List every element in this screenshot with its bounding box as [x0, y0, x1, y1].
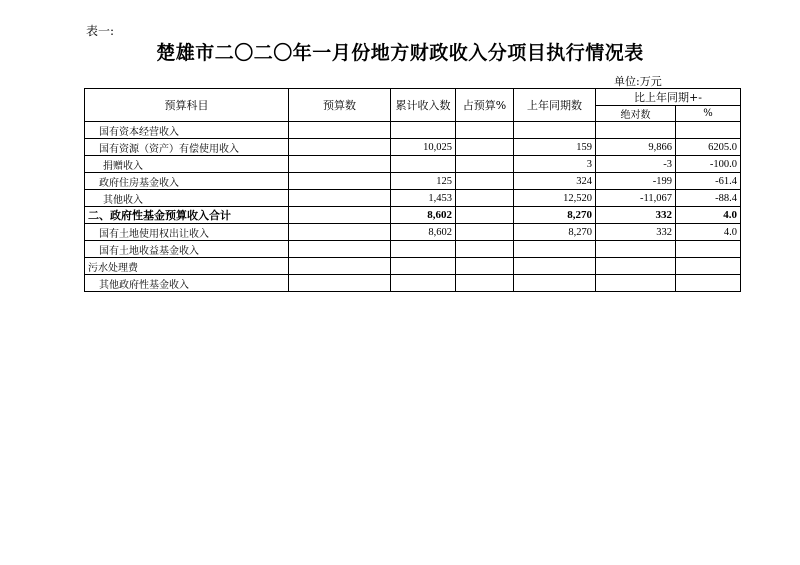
- cell-cumulative: 1,453: [391, 190, 456, 207]
- cell-budget: [289, 190, 391, 207]
- cell-cumulative: [391, 258, 456, 275]
- cell-cumulative: [391, 156, 456, 173]
- cell-percent: 4.0: [676, 207, 741, 224]
- cell-pct: [456, 275, 514, 292]
- header-name: 预算科目: [85, 89, 289, 122]
- cell-prev-year: 324: [514, 173, 596, 190]
- cell-cumulative: 10,025: [391, 139, 456, 156]
- row-name-cell: 国有土地使用权出让收入: [85, 224, 289, 241]
- table-row: [85, 258, 741, 275]
- cell-absolute: [596, 275, 676, 292]
- cell-budget: [289, 258, 391, 275]
- table-row: [85, 156, 741, 173]
- cell-absolute: [596, 258, 676, 275]
- row-name-cell: 其他政府性基金收入: [85, 275, 289, 292]
- cell-absolute: [596, 241, 676, 258]
- table-row: [85, 224, 741, 241]
- cell-budget: [289, 275, 391, 292]
- cell-budget: [289, 156, 391, 173]
- cell-cumulative: [391, 275, 456, 292]
- row-name-cell: 捐赠收入: [85, 156, 289, 173]
- revenue-table: [84, 88, 741, 292]
- table-row: [85, 122, 741, 139]
- cell-budget: [289, 122, 391, 139]
- row-name-cell: 污水处理费: [85, 258, 289, 275]
- header-compare-group: 比上年同期+-: [596, 89, 741, 106]
- cell-percent: 6205.0: [676, 139, 741, 156]
- cell-pct: [456, 190, 514, 207]
- cell-cumulative: 125: [391, 173, 456, 190]
- table-row: [85, 241, 741, 258]
- header-budget: 预算数: [289, 89, 391, 122]
- cell-percent: -61.4: [676, 173, 741, 190]
- table-row: [85, 207, 741, 224]
- row-name-cell: 国有土地收益基金收入: [85, 241, 289, 258]
- row-name-cell: 其他收入: [85, 190, 289, 207]
- cell-pct: [456, 122, 514, 139]
- cell-pct: [456, 173, 514, 190]
- unit-label: 单位:万元: [614, 75, 662, 88]
- cell-percent: [676, 275, 741, 292]
- cell-prev-year: [514, 258, 596, 275]
- cell-absolute: -199: [596, 173, 676, 190]
- cell-absolute: 332: [596, 224, 676, 241]
- cell-budget: [289, 139, 391, 156]
- row-name-cell: 二、政府性基金预算收入合计: [85, 207, 289, 224]
- table-row: [85, 190, 741, 207]
- cell-pct: [456, 241, 514, 258]
- table-body: [85, 122, 741, 292]
- cell-prev-year: 8,270: [514, 224, 596, 241]
- cell-pct: [456, 224, 514, 241]
- cell-absolute: -3: [596, 156, 676, 173]
- cell-percent: [676, 122, 741, 139]
- cell-prev-year: 159: [514, 139, 596, 156]
- cell-budget: [289, 173, 391, 190]
- cell-percent: [676, 258, 741, 275]
- cell-pct: [456, 207, 514, 224]
- cell-pct: [456, 258, 514, 275]
- cell-prev-year: [514, 241, 596, 258]
- cell-percent: -100.0: [676, 156, 741, 173]
- cell-prev-year: 12,520: [514, 190, 596, 207]
- cell-pct: [456, 156, 514, 173]
- cell-prev-year: 3: [514, 156, 596, 173]
- table-row: [85, 275, 741, 292]
- cell-budget: [289, 224, 391, 241]
- cell-percent: 4.0: [676, 224, 741, 241]
- header-row: [85, 89, 741, 106]
- table-number-label: 表一:: [86, 24, 115, 38]
- cell-absolute: -11,067: [596, 190, 676, 207]
- header-absolute: 绝对数: [596, 106, 676, 122]
- page-title: 楚雄市二〇二〇年一月份地方财政收入分项目执行情况表: [156, 42, 644, 64]
- cell-prev-year: [514, 275, 596, 292]
- cell-absolute: 332: [596, 207, 676, 224]
- cell-pct: [456, 139, 514, 156]
- header-cumulative: 累计收入数: [391, 89, 456, 122]
- row-name-cell: 政府住房基金收入: [85, 173, 289, 190]
- cell-cumulative: [391, 122, 456, 139]
- cell-budget: [289, 207, 391, 224]
- table-row: [85, 173, 741, 190]
- cell-absolute: [596, 122, 676, 139]
- header-pct: 占预算%: [456, 89, 514, 122]
- row-name-cell: 国有资本经营收入: [85, 122, 289, 139]
- cell-cumulative: 8,602: [391, 207, 456, 224]
- header-prev-year: 上年同期数: [514, 89, 596, 122]
- cell-prev-year: 8,270: [514, 207, 596, 224]
- header-percent: %: [676, 106, 741, 122]
- cell-prev-year: [514, 122, 596, 139]
- cell-cumulative: 8,602: [391, 224, 456, 241]
- cell-cumulative: [391, 241, 456, 258]
- cell-percent: -88.4: [676, 190, 741, 207]
- cell-percent: [676, 241, 741, 258]
- cell-absolute: 9,866: [596, 139, 676, 156]
- table-row: [85, 139, 741, 156]
- row-name-cell: 国有资源（资产）有偿使用收入: [85, 139, 289, 156]
- cell-budget: [289, 241, 391, 258]
